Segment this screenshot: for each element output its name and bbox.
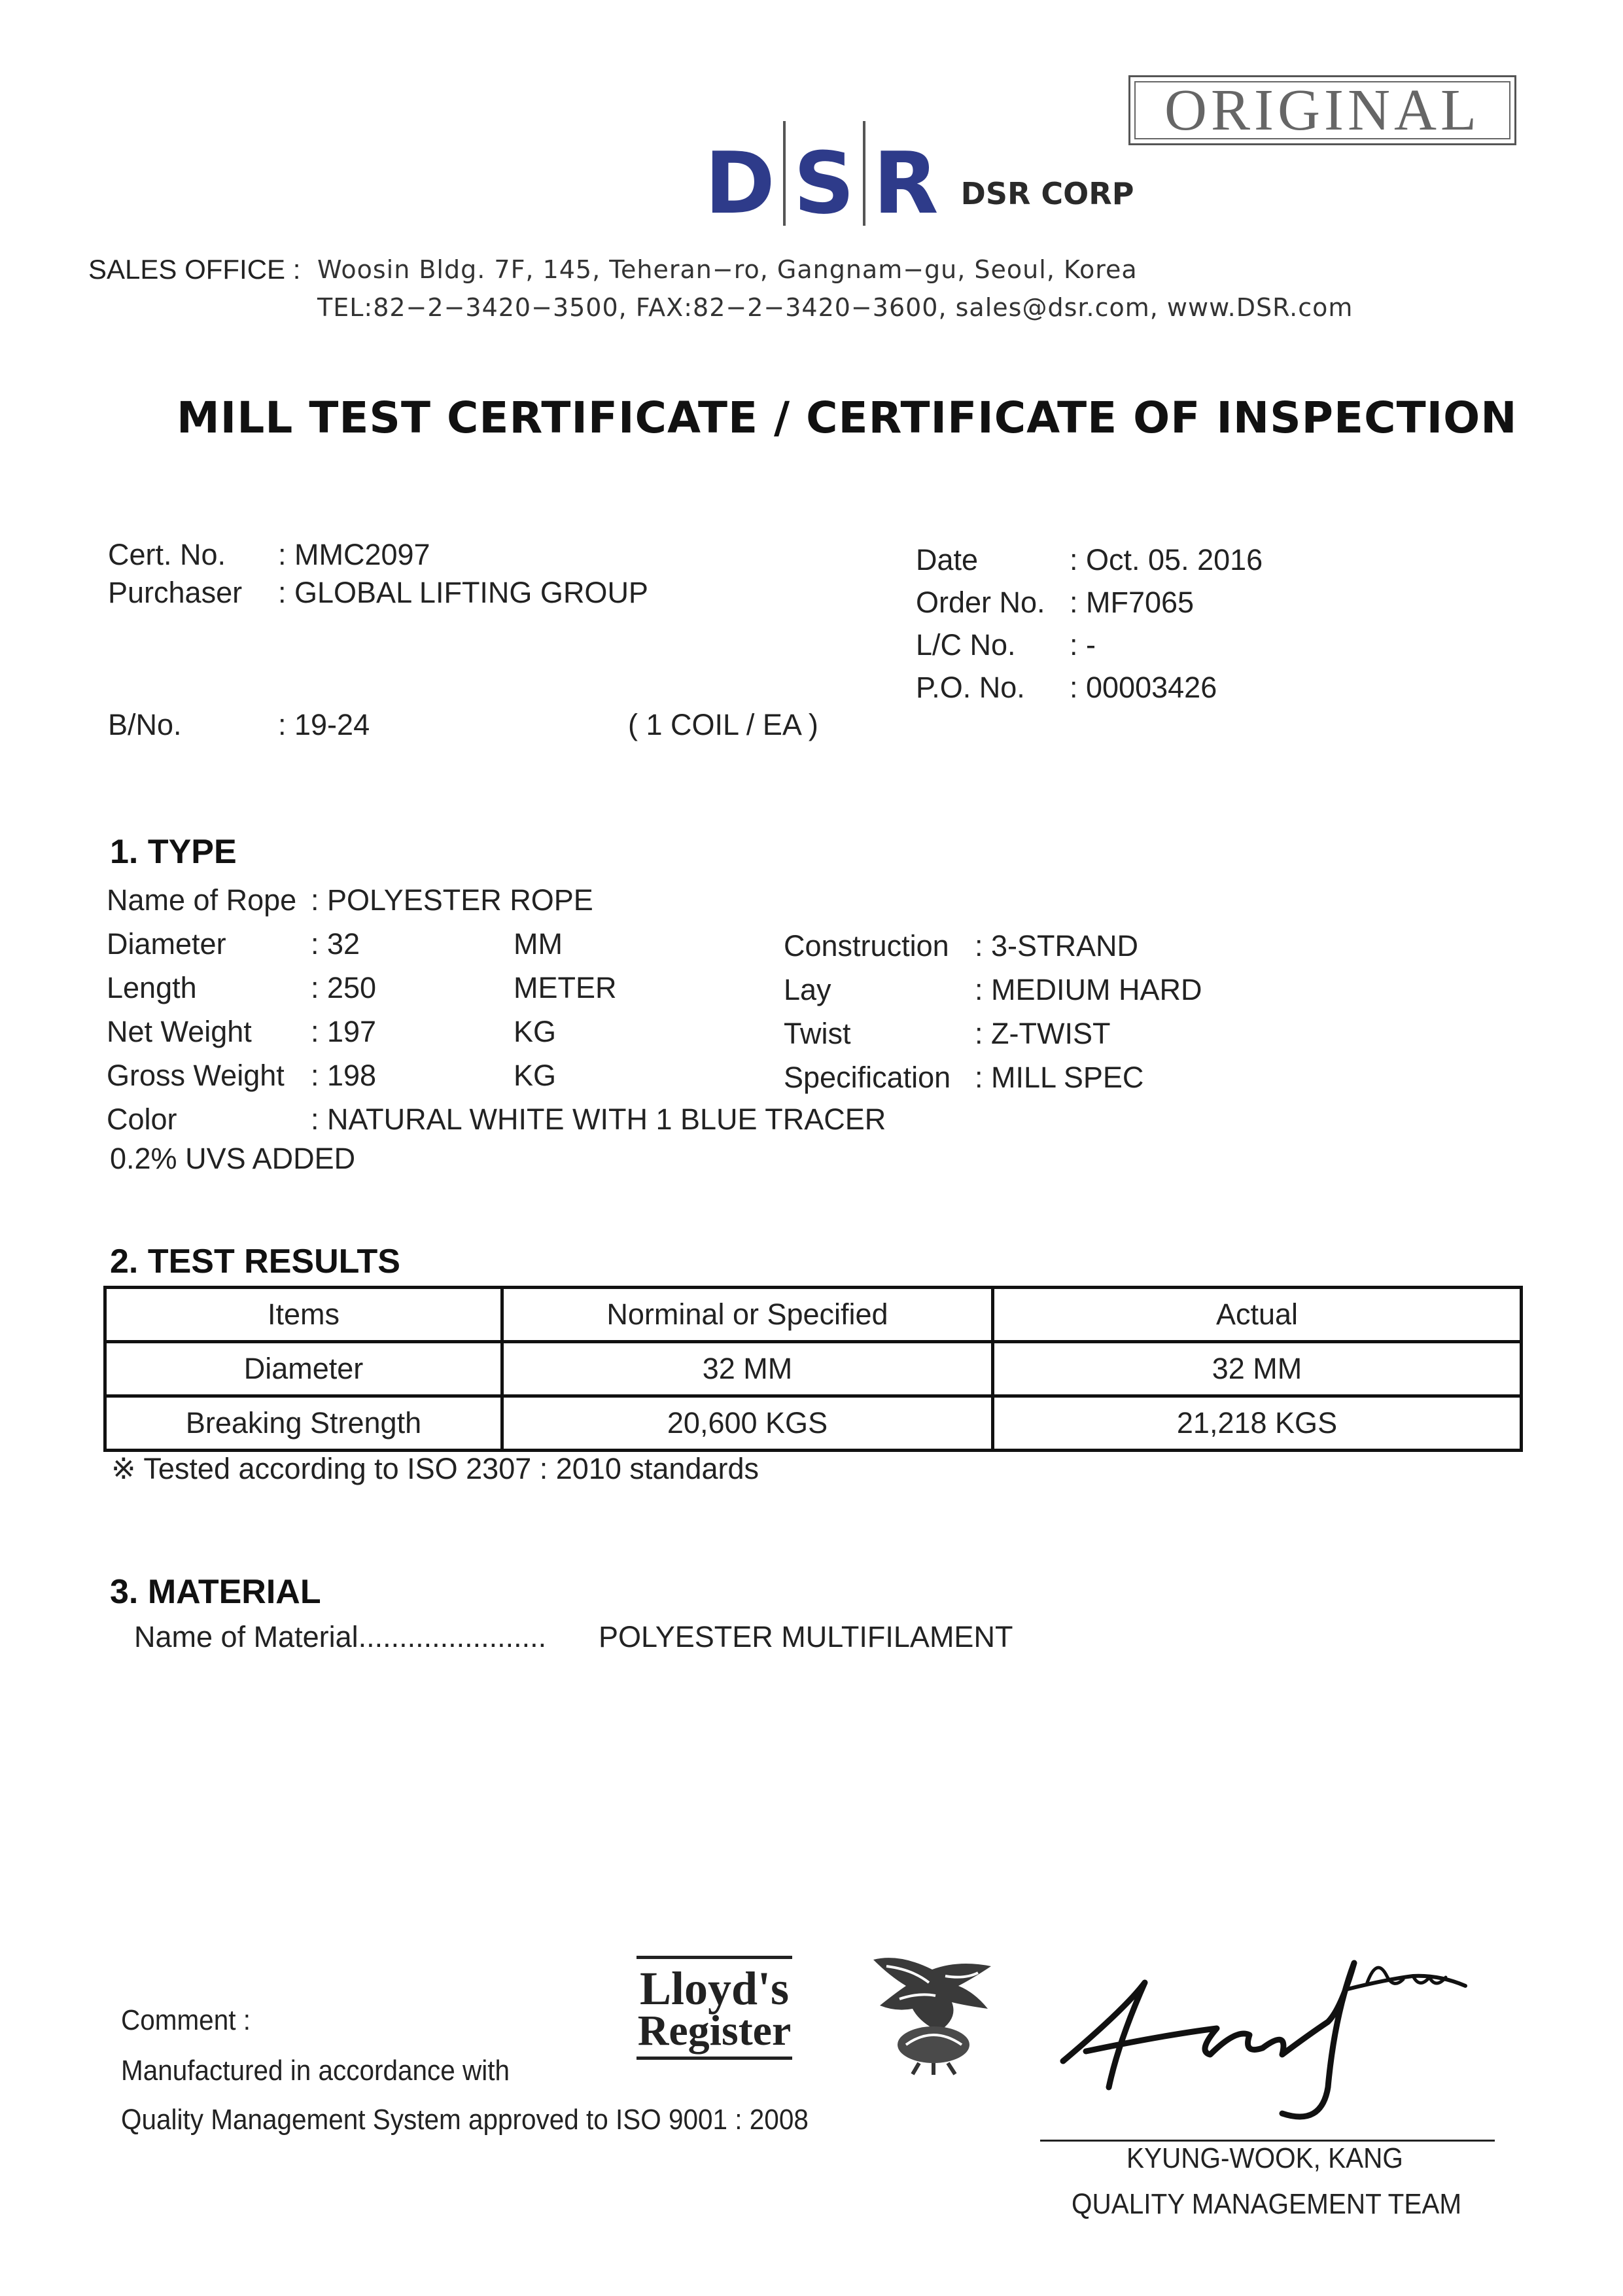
company-logo bbox=[697, 115, 1134, 233]
sales-office-address: Woosin Bldg. 7F, 145, Teheran−ro, Gangnam−gu, Seoul, Korea bbox=[317, 255, 1138, 284]
date-label: Date bbox=[916, 543, 979, 576]
specification-label: Specification bbox=[784, 1061, 951, 1094]
lloyds-logo-line-2: Register bbox=[637, 2007, 792, 2055]
b-no-label: B/No. bbox=[108, 708, 182, 741]
diameter-label: Diameter bbox=[107, 927, 226, 961]
diameter-unit: MM bbox=[514, 927, 563, 961]
purchaser-value: : GLOBAL LIFTING GROUP bbox=[278, 576, 648, 609]
comment-label: Comment : bbox=[121, 2004, 251, 2036]
net-weight-unit: KG bbox=[514, 1015, 557, 1048]
table-cell: 32 MM bbox=[502, 1342, 993, 1396]
logo-letter-s: S bbox=[793, 133, 855, 233]
lc-no-label: L/C No. bbox=[916, 628, 1016, 662]
order-no-label: Order No. bbox=[916, 586, 1045, 619]
original-stamp-text: ORIGINAL bbox=[1134, 81, 1510, 139]
twist-label: Twist bbox=[784, 1017, 851, 1050]
table-header-row bbox=[105, 1288, 1522, 1342]
rope-name-label: Name of Rope bbox=[107, 883, 297, 917]
sales-office-label: SALES OFFICE : bbox=[88, 254, 301, 285]
gross-weight-value: : 198 bbox=[311, 1059, 377, 1092]
lay-label: Lay bbox=[784, 973, 831, 1006]
date-value: : Oct. 05. 2016 bbox=[1070, 543, 1263, 576]
table-header-items: Items bbox=[105, 1288, 502, 1342]
section-material-title: 3. MATERIAL bbox=[110, 1573, 321, 1611]
order-no-value: : MF7065 bbox=[1070, 586, 1195, 619]
b-no-value: : 19-24 bbox=[278, 708, 370, 741]
table-cell: Diameter bbox=[105, 1342, 502, 1396]
construction-label: Construction bbox=[784, 929, 949, 963]
po-no-value: : 00003426 bbox=[1070, 671, 1217, 704]
net-weight-value: : 197 bbox=[311, 1015, 377, 1048]
logo-letter-d: D bbox=[705, 133, 775, 233]
table-row bbox=[105, 1396, 1522, 1451]
length-value: : 250 bbox=[311, 971, 377, 1004]
lay-value: : MEDIUM HARD bbox=[975, 973, 1202, 1006]
logo-corp-name: DSR CORP bbox=[960, 176, 1134, 211]
standards-note: ※ Tested according to ISO 2307 : 2010 standards bbox=[111, 1452, 759, 1485]
section-results-title: 2. TEST RESULTS bbox=[110, 1243, 400, 1280]
comment-line-2: Quality Management System approved to ISO 9001 : 2008 bbox=[121, 2104, 809, 2136]
construction-value: : 3-STRAND bbox=[975, 929, 1139, 963]
uvs-note: 0.2% UVS ADDED bbox=[110, 1142, 356, 1175]
diameter-value: : 32 bbox=[311, 927, 360, 961]
table-cell: 20,600 KGS bbox=[502, 1396, 993, 1451]
rope-name-value: : POLYESTER ROPE bbox=[311, 883, 593, 917]
gross-weight-label: Gross Weight bbox=[107, 1059, 285, 1092]
length-label: Length bbox=[107, 971, 197, 1004]
color-label: Color bbox=[107, 1103, 177, 1136]
section-type-title: 1. TYPE bbox=[110, 833, 237, 871]
test-results-table bbox=[103, 1286, 1523, 1452]
cert-no-value: : MMC2097 bbox=[278, 538, 430, 571]
signatory-team: QUALITY MANAGEMENT TEAM bbox=[1072, 2188, 1462, 2220]
lc-no-value: : - bbox=[1070, 628, 1096, 662]
signature-line bbox=[1040, 2140, 1495, 2142]
table-cell: Breaking Strength bbox=[105, 1396, 502, 1451]
comment-line-1: Manufactured in accordance with bbox=[121, 2055, 510, 2087]
color-value: : NATURAL WHITE WITH 1 BLUE TRACER bbox=[311, 1103, 886, 1136]
material-name-value: POLYESTER MULTIFILAMENT bbox=[599, 1620, 1013, 1653]
length-unit: METER bbox=[514, 971, 617, 1004]
twist-value: : Z-TWIST bbox=[975, 1017, 1111, 1050]
quantity: ( 1 COIL / EA ) bbox=[628, 708, 818, 741]
lloyds-register-logo bbox=[631, 1953, 798, 2064]
logo-letter-r: R bbox=[873, 133, 939, 233]
table-header-specified: Norminal or Specified bbox=[502, 1288, 993, 1342]
gross-weight-unit: KG bbox=[514, 1059, 557, 1092]
signatory-name: KYUNG-WOOK, KANG bbox=[1126, 2142, 1403, 2174]
table-header-actual: Actual bbox=[993, 1288, 1522, 1342]
material-name-label: Name of Material....................... bbox=[134, 1620, 547, 1653]
table-cell: 21,218 KGS bbox=[993, 1396, 1522, 1451]
original-stamp bbox=[1128, 75, 1516, 145]
table-row bbox=[105, 1342, 1522, 1396]
specification-value: : MILL SPEC bbox=[975, 1061, 1144, 1094]
handwritten-signature bbox=[1047, 1937, 1472, 2140]
cert-no-label: Cert. No. bbox=[108, 538, 226, 571]
table-cell: 32 MM bbox=[993, 1342, 1522, 1396]
po-no-label: P.O. No. bbox=[916, 671, 1025, 704]
sales-office-contact: TEL:82−2−3420−3500, FAX:82−2−3420−3600, sales@dsr.com, www.DSR.com bbox=[317, 293, 1353, 322]
document-title: MILL TEST CERTIFICATE / CERTIFICATE OF INSPECTION bbox=[177, 393, 1518, 443]
eagle-emblem-icon bbox=[860, 1947, 1007, 2077]
purchaser-label: Purchaser bbox=[108, 576, 243, 609]
net-weight-label: Net Weight bbox=[107, 1015, 252, 1048]
lloyds-logo-line-1: Lloyd's bbox=[639, 1962, 790, 2015]
